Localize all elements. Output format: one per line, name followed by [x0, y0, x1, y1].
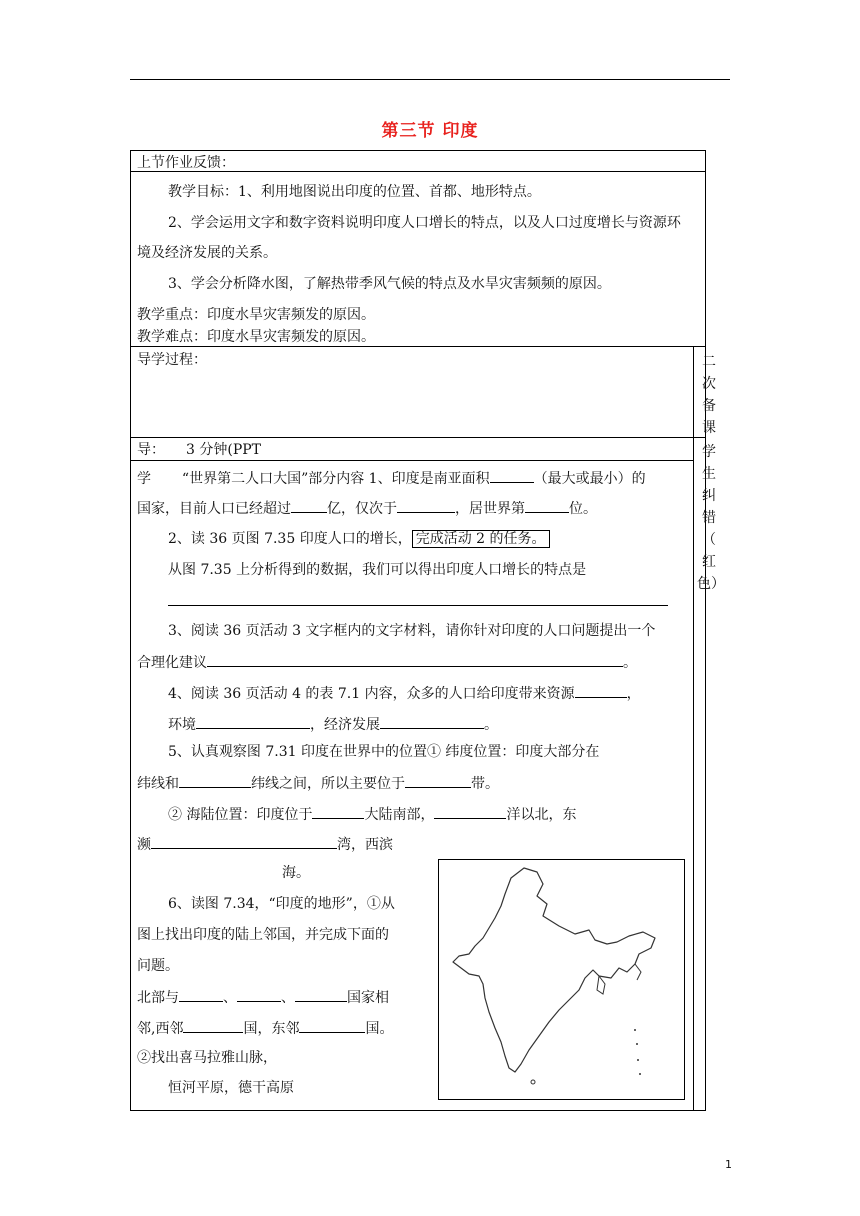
question-1-line-1: 学 “世界第二人口大国”部分内容 1、印度是南亚面积 （最大或最小）的	[137, 471, 646, 487]
question-3-line-1: 3、阅读 36 页活动 3 文字框内的文字材料，请你针对印度的人口问题提出一个	[168, 623, 656, 639]
question-6-line-2: 图上找出印度的陆上邻国，并完成下面的	[137, 927, 389, 943]
question-6-line-3: 问题。	[137, 958, 179, 974]
side-note-char: 学	[702, 444, 716, 460]
side-note-char: 错	[702, 510, 716, 526]
question-6-line-7: 恒河平原，德干高原	[168, 1080, 294, 1096]
question-5-line-3: ② 海陆位置：印度位于 大陆南部， 洋以北，东	[168, 807, 577, 823]
activity-2-box: 完成活动 2 的任务。	[412, 530, 550, 548]
question-6-line-4: 北部与 、 、 国家相	[137, 990, 389, 1006]
feedback-label: 上节作业反馈：	[137, 155, 235, 171]
objective-1: 教学目标：1、利用地图说出印度的位置、首都、地形特点。	[168, 184, 541, 200]
question-5-line-4: 濒 湾，西滨	[137, 837, 393, 853]
header-rule	[130, 79, 730, 80]
question-5-line-1: 5、认真观察图 7.31 印度在世界中的位置① 纬度位置：印度大部分在	[168, 744, 600, 760]
question-1-line-2: 国家，目前人口已经超过 亿，仅次于 ，居世界第 位。	[137, 501, 597, 517]
question-6-line-6: ②找出喜马拉雅山脉，	[137, 1050, 277, 1066]
page-number: 1	[725, 1158, 732, 1171]
india-outline-svg	[439, 860, 684, 1099]
side-note-char: 纠	[702, 488, 716, 504]
question-6-line-1: 6、读图 7.34，“印度的地形”，①从	[168, 896, 395, 912]
side-note-char: 备	[702, 398, 716, 414]
side-note-char: 次	[702, 376, 716, 392]
question-3-line-2: 合理化建议 。	[137, 655, 637, 671]
question-5-line-5: 海。	[282, 865, 310, 881]
answer-line	[168, 593, 668, 606]
key-point: 教学重点：印度水旱灾害频发的原因。	[137, 307, 375, 323]
question-4-line-1: 4、阅读 36 页活动 4 的表 7.1 内容，众多的人口给印度带来资源 ，	[168, 686, 641, 702]
page-title: 第三节 印度	[381, 121, 479, 141]
objective-2a: 2、学会运用文字和数字资料说明印度人口增长的特点，以及人口过度增长与资源环	[168, 215, 681, 231]
side-note-char: （	[702, 532, 716, 548]
side-note-char: 生	[702, 466, 716, 482]
question-2-line-2: 从图 7.35 上分析得到的数据，我们可以得出印度人口增长的特点是	[168, 562, 587, 578]
side-note-char: 课	[702, 420, 716, 436]
process-label: 导学过程：	[137, 352, 207, 368]
india-outline-map	[438, 859, 685, 1100]
guide-time: 3 分钟(PPT	[186, 442, 261, 458]
side-note-char: 色）	[697, 576, 725, 592]
question-2-line-1: 2、读 36 页图 7.35 印度人口的增长， 完成活动 2 的任务。	[168, 531, 550, 547]
objective-3: 3、学会分析降水图，了解热带季风气候的特点及水旱灾害频频的原因。	[168, 276, 611, 292]
objective-2b: 境及经济发展的关系。	[137, 245, 277, 261]
side-note-char: 二	[702, 354, 716, 370]
guide-label: 导：	[137, 442, 165, 458]
question-4-line-2: 环境 ，经济发展 。	[168, 717, 498, 733]
process-cell	[130, 346, 694, 438]
question-5-line-2: 纬线和 纬线之间，所以主要位于 带。	[137, 776, 499, 792]
question-6-line-5: 邻,西邻 国，东邻 国。	[137, 1021, 394, 1037]
side-note-char: 红	[702, 554, 716, 570]
difficulty-point: 教学难点：印度水旱灾害频发的原因。	[137, 329, 375, 345]
